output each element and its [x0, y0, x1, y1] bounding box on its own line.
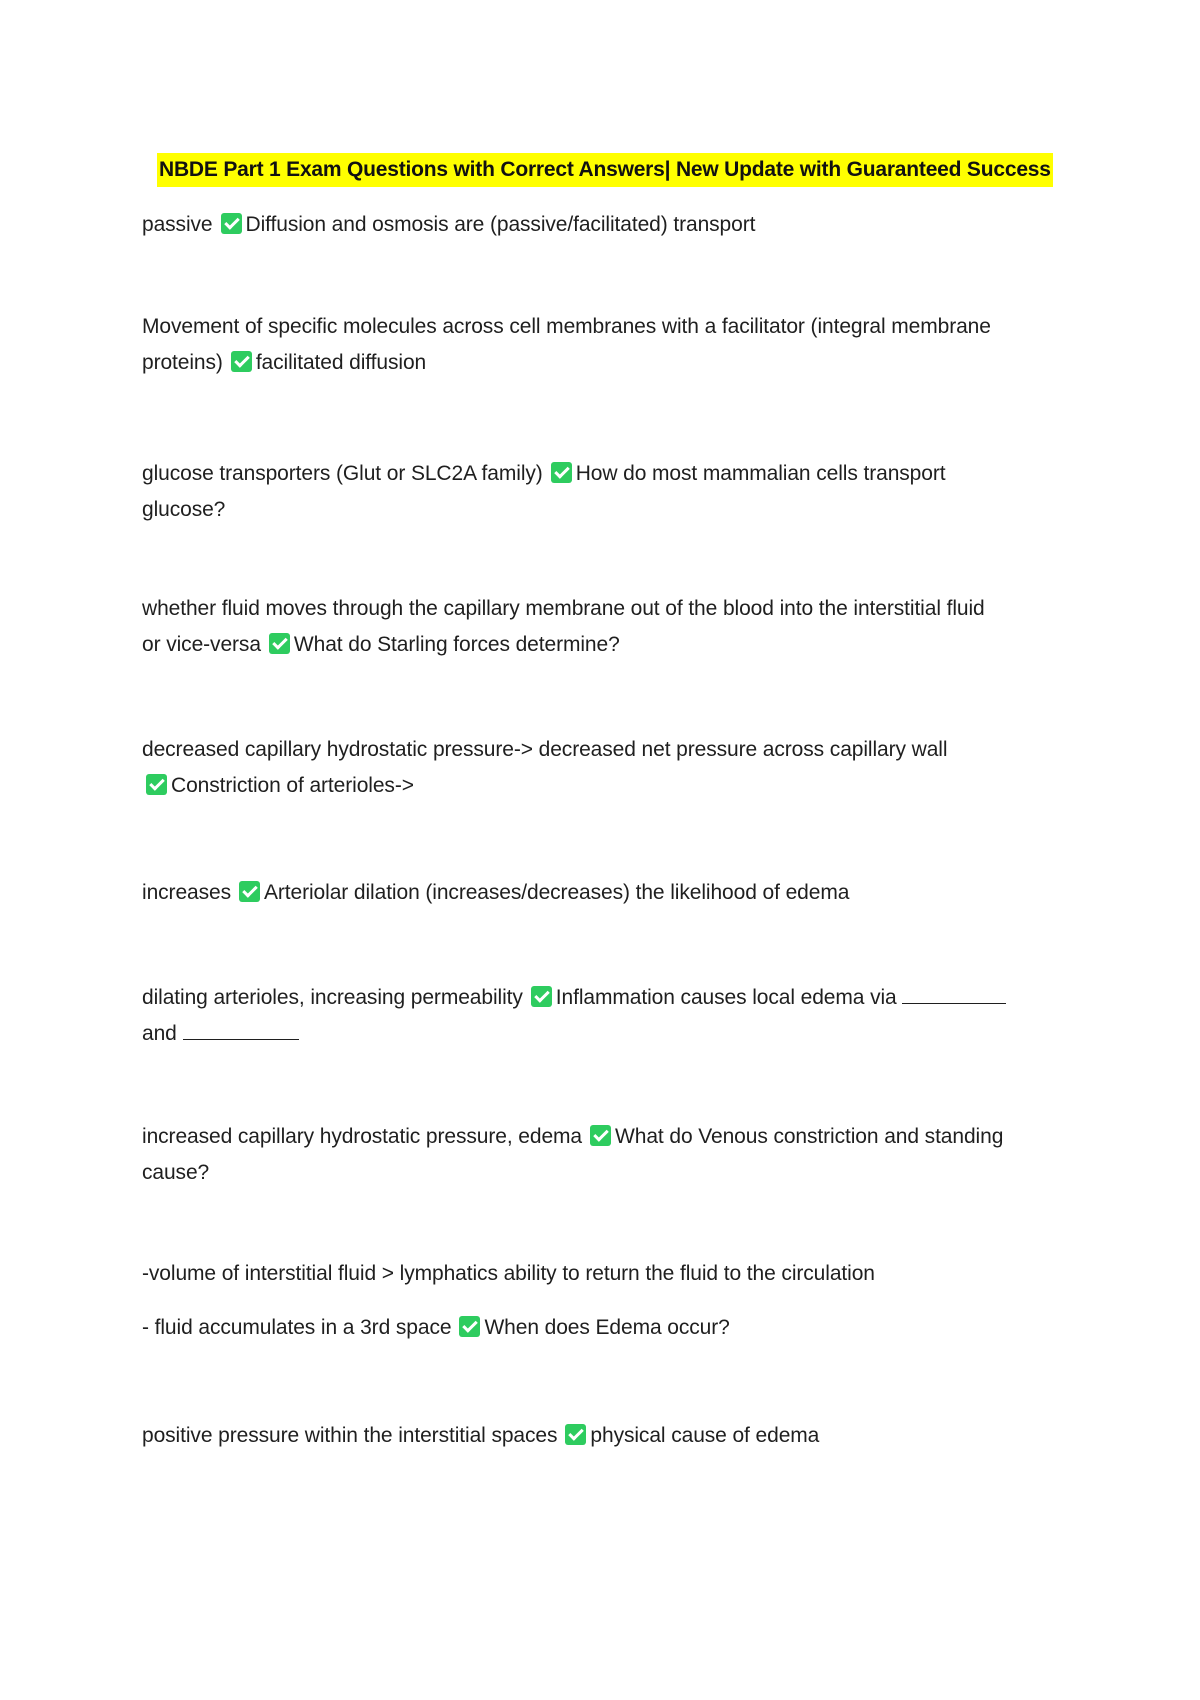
- entry-line-2: [142, 1016, 1062, 1052]
- title-container: [157, 153, 1050, 187]
- entry-line: [142, 1418, 1062, 1454]
- qa-entry-9: [142, 1256, 1062, 1346]
- question-line-2: and: [142, 1022, 177, 1045]
- question-line-1: What do Venous constriction and standing: [615, 1125, 1004, 1148]
- answer-line-2: or vice-versa: [142, 633, 261, 656]
- entry-line-1: [142, 456, 1062, 492]
- green-checkbox-icon: [565, 1424, 586, 1445]
- question-line-2: glucose?: [142, 498, 226, 521]
- qa-entry-7: [142, 980, 1062, 1052]
- green-checkbox-icon: [221, 213, 242, 234]
- answer-text: passive: [142, 213, 213, 236]
- entry-line-1: [142, 980, 1062, 1016]
- fill-in-blank-2: [183, 1017, 299, 1040]
- answer-text: increased capillary hydrostatic pressure, edema: [142, 1125, 583, 1148]
- answer-line-2: proteins): [142, 351, 223, 374]
- entry-line: [142, 207, 1062, 243]
- question-line-1: How do most mammalian cells transport: [575, 462, 946, 485]
- qa-entry-4: [142, 591, 1062, 663]
- question-line-2: cause?: [142, 1161, 210, 1184]
- question-text: Arteriolar dilation (increases/decreases) the likelihood of edema: [263, 881, 850, 904]
- qa-entry-10: [142, 1418, 1062, 1454]
- entry-line-2: [142, 345, 1062, 381]
- green-checkbox-icon: [459, 1316, 480, 1337]
- answer-text: glucose transporters (Glut or SLC2A family): [142, 462, 543, 485]
- entry-line-2: [142, 627, 1062, 663]
- green-checkbox-icon: [146, 774, 167, 795]
- entry-line-2: [142, 768, 1062, 804]
- question-text: facilitated diffusion: [255, 351, 427, 374]
- entry-line: [142, 875, 1062, 911]
- question-text: When does Edema occur?: [484, 1316, 730, 1339]
- qa-entry-5: [142, 732, 1062, 804]
- entry-line-2: [142, 1310, 1062, 1346]
- qa-entry-3: [142, 456, 1062, 528]
- answer-line-1: -volume of interstitial fluid > lymphatics ability to return the fluid to the circulation: [142, 1262, 875, 1285]
- qa-entry-8: [142, 1119, 1062, 1191]
- answer-text: dilating arterioles, increasing permeability: [142, 986, 523, 1009]
- question-text: Constriction of arterioles->: [171, 774, 414, 797]
- question-text: Diffusion and osmosis are (passive/facilitated) transport: [245, 213, 756, 236]
- green-checkbox-icon: [269, 633, 290, 654]
- green-checkbox-icon: [590, 1125, 611, 1146]
- green-checkbox-icon: [551, 462, 572, 483]
- qa-entry-2: [142, 309, 1062, 381]
- answer-line-1: Movement of specific molecules across cell membranes with a facilitator (integral membrane: [142, 315, 991, 338]
- answer-text: increases: [142, 881, 231, 904]
- answer-text: positive pressure within the interstitial spaces: [142, 1424, 558, 1447]
- question-text: What do Starling forces determine?: [293, 633, 620, 656]
- answer-text: decreased capillary hydrostatic pressure-> decreased net pressure across capillary wall: [142, 738, 948, 761]
- entry-line-1: [142, 1119, 1062, 1155]
- document-title: NBDE Part 1 Exam Questions with Correct Answers| New Update with Guaranteed Success: [157, 153, 1053, 187]
- green-checkbox-icon: [231, 351, 252, 372]
- answer-line-2: - fluid accumulates in a 3rd space: [142, 1316, 452, 1339]
- question-text: physical cause of edema: [590, 1424, 820, 1447]
- green-checkbox-icon: [531, 986, 552, 1007]
- fill-in-blank-1: [902, 981, 1006, 1004]
- answer-line-1: whether fluid moves through the capillary membrane out of the blood into the interstitial fluid: [142, 597, 985, 620]
- qa-entry-6: [142, 875, 1062, 911]
- qa-entry-1: [142, 207, 1062, 243]
- green-checkbox-icon: [239, 881, 260, 902]
- question-line-1: Inflammation causes local edema via: [555, 986, 897, 1009]
